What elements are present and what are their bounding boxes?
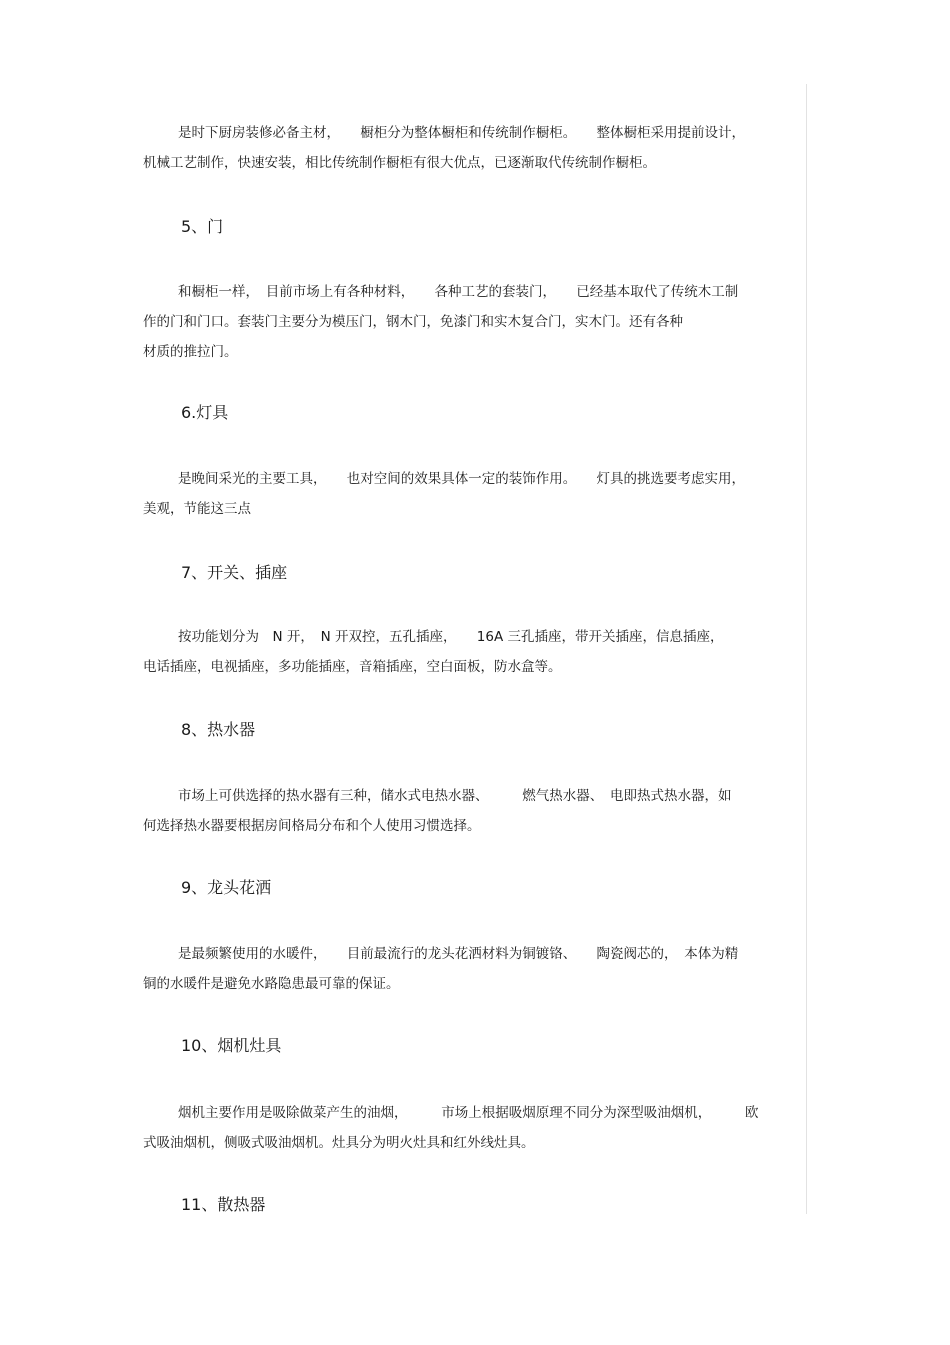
- paragraph-switches-sockets: [143, 622, 808, 682]
- paragraph-line: 市场上可供选择的热水器有三种，储水式电热水器、 燃气热水器、 电即热式热水器，如: [178, 788, 732, 804]
- paragraph-line: 材质的推拉门。: [143, 344, 238, 360]
- heading-range-hood-stove: 10、烟机灶具: [181, 1036, 282, 1055]
- paragraph-line: 是晚间采光的主要工具， 也对空间的效果具体一定的装饰作用。 灯具的挑选要考虑实用，: [178, 471, 745, 487]
- heading-switches-sockets: 7、开关、插座: [181, 563, 288, 582]
- paragraph-line: 是最频繁使用的水暖件， 目前最流行的龙头花洒材料为铜镀铬、 陶瓷阀芯的， 本体为精: [178, 946, 739, 962]
- heading-water-heater: 8、热水器: [181, 720, 256, 739]
- heading-radiator: 11、散热器: [181, 1195, 266, 1214]
- heading-lighting: 6.灯具: [181, 403, 229, 422]
- paragraph-line: 和橱柜一样， 目前市场上有各种材料， 各种工艺的套装门， 已经基本取代了传统木工制: [178, 284, 739, 300]
- paragraph-line: 铜的水暖件是避免水路隐患最可靠的保证。: [143, 976, 400, 992]
- paragraph-line: 式吸油烟机，侧吸式吸油烟机。灶具分为明火灶具和红外线灶具。: [143, 1135, 535, 1151]
- paragraph-line: 烟机主要作用是吸除做菜产生的油烟， 市场上根据吸烟原理不同分为深型吸油烟机， 欧: [178, 1105, 759, 1121]
- heading-faucets-showers: 9、龙头花洒: [181, 878, 272, 897]
- paragraph-range-hood-stove: [143, 1098, 808, 1158]
- paragraph-line: 按功能划分为 N 开， N 开双控，五孔插座， 16A 三孔插座，带开关插座，信息插座，: [178, 629, 724, 645]
- heading-doors: 5、门: [181, 217, 224, 236]
- paragraph-cabinets: [143, 118, 808, 178]
- paragraph-lighting: [143, 464, 808, 524]
- paragraph-line: 何选择热水器要根据房间格局分布和个人使用习惯选择。: [143, 818, 481, 834]
- paragraph-line: 美观，节能这三点: [143, 501, 251, 517]
- paragraph-faucets-showers: [143, 939, 808, 999]
- paragraph-doors: [143, 277, 808, 367]
- paragraph-water-heater: [143, 781, 808, 841]
- paragraph-line: 电话插座，电视插座，多功能插座，音箱插座，空白面板，防水盒等。: [143, 659, 562, 675]
- paragraph-line: 作的门和门口。套装门主要分为模压门，钢木门，免漆门和实木复合门，实木门。还有各种: [143, 314, 683, 330]
- paragraph-line: 机械工艺制作，快速安装，相比传统制作橱柜有很大优点，已逐渐取代传统制作橱柜。: [143, 155, 656, 171]
- paragraph-line: 是时下厨房装修必备主材， 橱柜分为整体橱柜和传统制作橱柜。 整体橱柜采用提前设计，: [178, 125, 745, 141]
